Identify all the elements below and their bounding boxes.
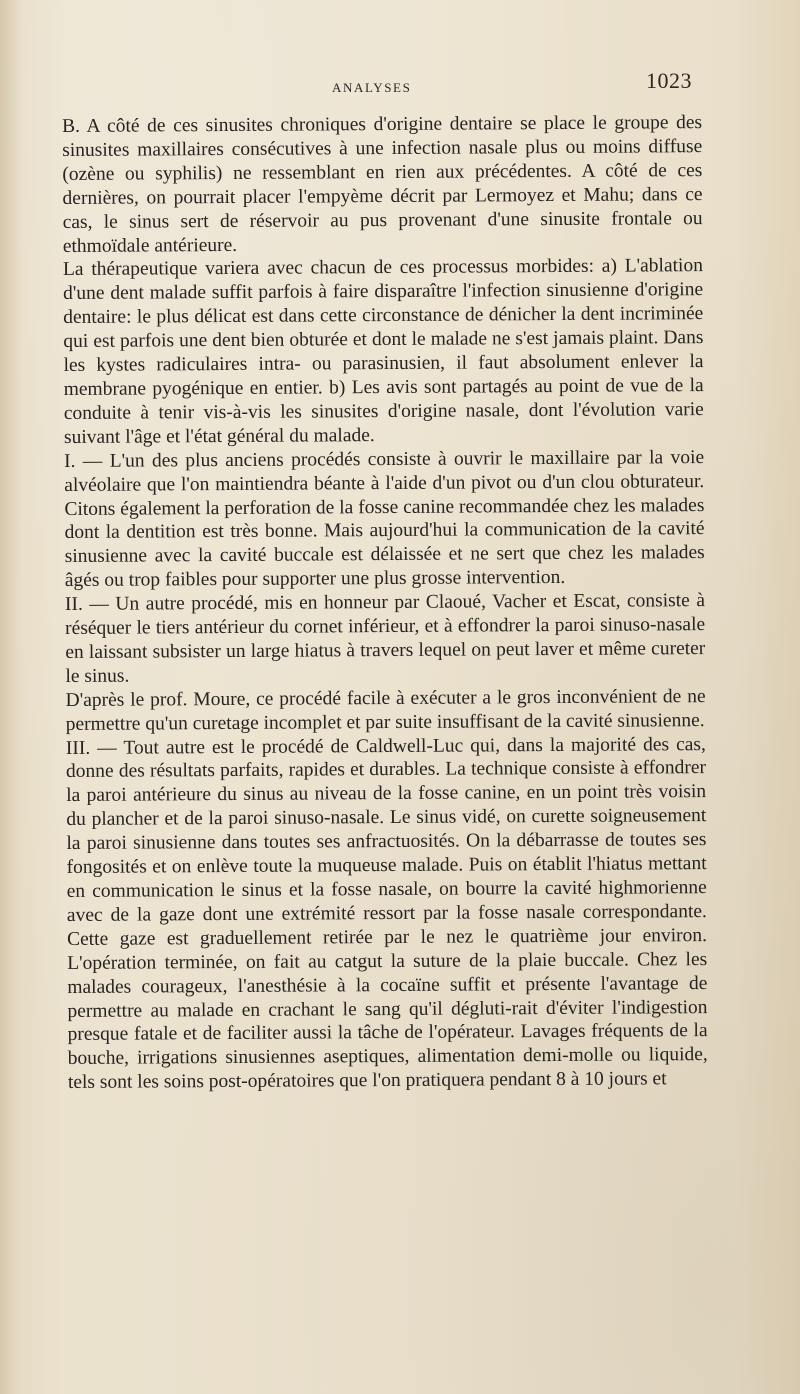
paragraph-procede-1: I. — L'un des plus anciens procédés consiste à ouvrir le maxillaire par la voie alvéolaire que l'on maintiendra béante à l'aide d'un pivot ou d'un clou obturateur. Citons également la perforation de la fosse canine recommandée chez les malades dont la dentition est très bonne. Mais aujourd'hui la communication de la cavité sinusienne avec la cavité buccale est délaissée et ne sert que chez les malades âgés ou trop faibles pour supporter une plus grosse intervention. bbox=[64, 446, 705, 592]
article-body bbox=[62, 111, 708, 1095]
paragraph-moure: D'après le prof. Moure, ce procédé facile à exécuter a le gros inconvénient de ne permettre qu'un curetage incomplet et par suite insuffisant de la cavité sinusienne. bbox=[65, 685, 706, 735]
page-binding-shadow bbox=[0, 0, 22, 1394]
page-number: 1023 bbox=[646, 68, 692, 93]
paragraph-therapeutique: La thérapeutique variera avec chacun de ces processus morbides: a) L'ablation d'une dent malade suffit parfois à faire disparaître l'infection sinusienne d'origine dentaire: le plus délicat est dans cette circonstance de dénicher la dent incriminée qui est parfois une dent bien obturée et dont le malade ne s'est jamais plaint. Dans les kystes radiculaires intra- ou parasinusien, il faut absolument enlever la membrane pyogénique en entier. b) Les avis sont partagés au point de vue de la conduite à tenir vis-à-vis les sinusites d'origine nasale, dont l'évolution varie suivant l'âge et l'état général du malade. bbox=[62, 255, 704, 448]
paragraph-procede-2: II. — Un autre procédé, mis en honneur par Claoué, Vacher et Escat, consiste à réséquer le tiers antérieur du cornet inférieur, et à effondrer la paroi sinuso-nasale en laissant subsister un large hiatus à travers lequel on peut laver et même cureter le sinus. bbox=[64, 590, 706, 687]
running-head: ANALYSES bbox=[332, 80, 412, 95]
paragraph-procede-3: III. — Tout autre est le procédé de Caldwell-Luc qui, dans la majorité des cas, donne des résultats parfaits, rapides et durables. La technique consiste à effondrer la paroi antérieure du sinus au niveau de la fosse canine, en un point très voisin du plancher et de la paroi sinuso-nasale. Le sinus vidé, on curette soigneusement la paroi sinusienne dans toutes ses anfractuosités. On la débarrasse de toutes ses fongosités et on enlève toute la muqueuse malade. Puis on établit l'hiatus mettant en communication le sinus et la fosse nasale, on bourre la cavité highmorienne avec de la gaze dont une extrémité ressort par la fosse nasale correspondante. Cette gaze est graduellement retirée par le nez le quatrième jour environ. L'opération terminée, on fait au catgut la suture de la plaie buccale. Chez les malades courageux, l'anesthésie à la cocaïne suffit et présente l'avantage de permettre au malade en crachant le sang qu'il dégluti-rait d'éviter l'indigestion presque fatale et de faciliter aussi la tâche de l'opérateur. Lavages fréquents de la bouche, irrigations sinusiennes aseptiques, alimentation demi-molle ou liquide, tels sont les soins post-opératoires que l'on pratiquera pendant 8 à 10 jours et bbox=[65, 733, 708, 1094]
paragraph-sinusites-nasales: B. A côté de ces sinusites chroniques d'origine dentaire se place le groupe des sinusites maxillaires consécutives à une infection nasale plus ou moins diffuse (ozène ou syphilis) ne ressemblant en rien aux précédentes. A côté de ces dernières, on pourrait placer l'empyème décrit par Lermoyez et Mahu; dans ce cas, le sinus sert de réservoir au pus provenant d'une sinusite frontale ou ethmoïdale antérieure. bbox=[62, 112, 703, 257]
